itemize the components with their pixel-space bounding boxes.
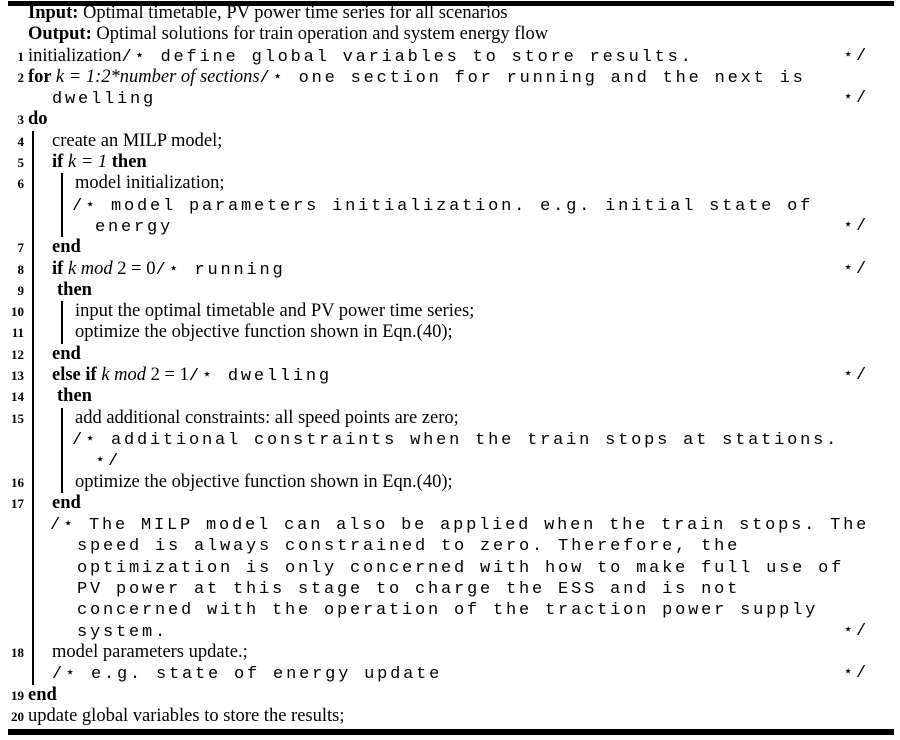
code-line-continuation bbox=[0, 578, 900, 599]
text-segment-cm: ⋆/ bbox=[95, 452, 122, 472]
code-line-continuation bbox=[0, 3, 900, 24]
block-indent-bar bbox=[32, 663, 34, 684]
line-number: 5 bbox=[17, 155, 24, 171]
block-indent-bar bbox=[32, 429, 34, 450]
text-segment-cm: optimization is only concerned with how to make full use of bbox=[77, 558, 845, 578]
block-indent-bar bbox=[32, 450, 34, 471]
text-segment-rm: optimize the objective function shown in Eqn.(40); bbox=[75, 471, 453, 492]
line-number: 16 bbox=[11, 474, 24, 490]
line-number: 14 bbox=[11, 389, 24, 405]
text-segment-kw: Output: bbox=[28, 24, 92, 45]
code-line-11 bbox=[0, 322, 900, 343]
line-content bbox=[57, 280, 92, 301]
line-number: 6 bbox=[17, 176, 24, 192]
block-indent-bar bbox=[61, 322, 63, 343]
text-segment-it: k mod bbox=[67, 258, 118, 279]
line-content bbox=[52, 259, 286, 281]
line-number: 10 bbox=[11, 304, 24, 320]
block-indent-bar bbox=[32, 344, 34, 365]
line-number: 7 bbox=[17, 240, 24, 256]
line-content bbox=[52, 642, 248, 663]
text-segment-kw: end bbox=[52, 343, 81, 364]
block-indent-bar bbox=[32, 472, 34, 493]
line-content bbox=[75, 408, 459, 429]
text-segment-kw: then bbox=[57, 386, 92, 407]
line-content bbox=[50, 514, 869, 536]
code-line-9 bbox=[0, 280, 900, 301]
text-segment-cm: /⋆ define global variables to store results. bbox=[121, 47, 694, 67]
code-line-3 bbox=[0, 109, 900, 130]
block-indent-bar bbox=[32, 642, 34, 663]
block-indent-bar bbox=[61, 429, 63, 450]
line-content bbox=[95, 450, 121, 472]
block-indent-bar bbox=[61, 216, 63, 237]
line-number: 20 bbox=[11, 708, 24, 724]
line-number: 12 bbox=[11, 346, 24, 362]
algorithm-body bbox=[0, 3, 900, 727]
line-content bbox=[72, 195, 813, 217]
block-indent-bar bbox=[32, 365, 34, 386]
line-number: 11 bbox=[11, 325, 24, 341]
code-line-8 bbox=[0, 259, 900, 280]
text-segment-rm: model initialization; bbox=[75, 173, 225, 194]
text-segment-kw: for bbox=[28, 66, 56, 87]
code-line-continuation bbox=[0, 599, 900, 620]
block-indent-bar bbox=[32, 173, 34, 194]
line-content bbox=[28, 706, 344, 727]
comment-close-tail: ⋆/ bbox=[842, 89, 869, 109]
text-segment-cm: /⋆ running bbox=[155, 260, 286, 280]
comment-close-tail: ⋆/ bbox=[842, 366, 869, 386]
line-content bbox=[77, 578, 740, 600]
text-segment-it: k = 1 bbox=[67, 152, 108, 173]
text-segment-cm: /⋆ model parameters initialization. e.g. initial state of bbox=[72, 196, 814, 216]
comment-close-tail: ⋆/ bbox=[842, 664, 869, 684]
text-segment-rm: optimize the objective function shown in Eqn.(40); bbox=[75, 322, 453, 343]
text-segment-it: k mod bbox=[101, 365, 151, 386]
line-content bbox=[77, 557, 844, 579]
line-content bbox=[28, 685, 57, 706]
code-line-17 bbox=[0, 493, 900, 514]
block-indent-bar bbox=[32, 237, 34, 258]
text-segment-kw: end bbox=[52, 492, 81, 513]
line-number: 8 bbox=[17, 261, 24, 277]
line-number: 9 bbox=[17, 282, 24, 298]
block-indent-bar bbox=[32, 408, 34, 429]
line-number: 18 bbox=[11, 644, 24, 660]
bottom-rule bbox=[8, 729, 894, 735]
code-line-7 bbox=[0, 237, 900, 258]
text-segment-it: k = 1:2*number of sections bbox=[55, 66, 260, 87]
code-line-continuation bbox=[0, 216, 900, 237]
text-segment-rm: model parameters update.; bbox=[52, 641, 248, 662]
code-line-continuation bbox=[0, 557, 900, 578]
code-line-12 bbox=[0, 344, 900, 365]
line-content bbox=[77, 599, 818, 621]
text-segment-kw: then bbox=[57, 279, 92, 300]
line-number: 3 bbox=[17, 112, 24, 128]
code-line-14 bbox=[0, 386, 900, 407]
text-segment-cm: system. bbox=[77, 622, 169, 642]
line-content bbox=[72, 429, 839, 451]
line-content bbox=[52, 365, 332, 387]
text-segment-kw: end bbox=[28, 684, 57, 705]
block-indent-bar bbox=[61, 472, 63, 493]
code-line-continuation bbox=[0, 535, 900, 556]
text-segment-kw: if bbox=[52, 152, 68, 173]
line-number: 15 bbox=[11, 410, 24, 426]
line-content bbox=[28, 46, 694, 68]
block-indent-bar bbox=[32, 280, 34, 301]
line-content bbox=[75, 472, 453, 493]
block-indent-bar bbox=[32, 195, 34, 216]
block-indent-bar bbox=[61, 173, 63, 194]
code-line-18 bbox=[0, 642, 900, 663]
text-segment-kw: end bbox=[52, 237, 81, 258]
line-content bbox=[28, 24, 548, 45]
code-line-10 bbox=[0, 301, 900, 322]
code-line-continuation bbox=[0, 88, 900, 109]
text-segment-rm: create an MILP model; bbox=[52, 130, 223, 151]
block-indent-bar bbox=[32, 621, 34, 642]
block-indent-bar bbox=[32, 322, 34, 343]
line-content bbox=[57, 386, 92, 407]
text-segment-rm: 2 = 1 bbox=[150, 365, 189, 386]
code-line-1 bbox=[0, 46, 900, 67]
line-number: 13 bbox=[11, 368, 24, 384]
line-content bbox=[75, 301, 474, 322]
code-line-5 bbox=[0, 152, 900, 173]
text-segment-cm: energy bbox=[95, 217, 174, 237]
code-line-20 bbox=[0, 706, 900, 727]
text-segment-rm: Optimal timetable, PV power time series for all scenarios bbox=[78, 3, 508, 23]
line-number: 19 bbox=[11, 687, 24, 703]
code-line-continuation bbox=[0, 663, 900, 684]
block-indent-bar bbox=[32, 514, 34, 535]
text-segment-rm: update global variables to store the results; bbox=[28, 705, 345, 726]
text-segment-kw: do bbox=[28, 109, 48, 130]
block-indent-bar bbox=[61, 450, 63, 471]
block-indent-bar bbox=[32, 259, 34, 280]
line-content bbox=[77, 535, 740, 557]
line-content bbox=[52, 152, 147, 173]
line-content bbox=[28, 67, 806, 89]
line-number: 1 bbox=[17, 48, 24, 64]
text-segment-rm: input the optimal timetable and PV power time series; bbox=[75, 301, 475, 322]
text-segment-kw: then bbox=[107, 152, 147, 173]
line-content bbox=[28, 3, 508, 24]
block-indent-bar bbox=[32, 557, 34, 578]
text-segment-kw: if bbox=[52, 258, 68, 279]
text-segment-cm: speed is always constrained to zero. Therefore, the bbox=[77, 537, 741, 557]
text-segment-rm: add additional constraints: all speed points are zero; bbox=[75, 407, 459, 428]
block-indent-bar bbox=[32, 216, 34, 237]
code-line-continuation bbox=[0, 24, 900, 45]
text-segment-cm: /⋆ dwelling bbox=[188, 367, 332, 387]
block-indent-bar bbox=[32, 578, 34, 599]
code-line-continuation bbox=[0, 429, 900, 450]
block-indent-bar bbox=[32, 152, 34, 173]
comment-close-tail: ⋆/ bbox=[842, 259, 869, 279]
text-segment-cm: dwelling bbox=[52, 90, 157, 110]
line-content bbox=[75, 322, 453, 343]
code-line-4 bbox=[0, 131, 900, 152]
block-indent-bar bbox=[32, 301, 34, 322]
code-line-13 bbox=[0, 365, 900, 386]
text-segment-kw: else if bbox=[52, 365, 102, 386]
line-content bbox=[52, 131, 222, 152]
block-indent-bar bbox=[61, 301, 63, 322]
code-line-6 bbox=[0, 173, 900, 194]
code-line-16 bbox=[0, 472, 900, 493]
line-content bbox=[52, 344, 81, 365]
line-content bbox=[52, 237, 81, 258]
text-segment-rm: 2 = 0 bbox=[117, 258, 156, 279]
text-segment-cm: PV power at this stage to charge the ESS and is not bbox=[77, 580, 741, 600]
line-content bbox=[75, 173, 225, 194]
line-content bbox=[52, 493, 81, 514]
text-segment-rm: Optimal solutions for train operation and system energy flow bbox=[91, 24, 549, 45]
text-segment-kw: Input: bbox=[28, 3, 79, 23]
line-number: 17 bbox=[11, 495, 24, 511]
text-segment-cm: /⋆ additional constraints when the train stops at stations. bbox=[72, 430, 840, 450]
line-content bbox=[52, 88, 156, 110]
comment-close-tail: ⋆/ bbox=[842, 216, 869, 236]
block-indent-bar bbox=[32, 535, 34, 556]
code-line-continuation bbox=[0, 514, 900, 535]
text-segment-rm: initialization bbox=[28, 45, 122, 66]
block-indent-bar bbox=[32, 131, 34, 152]
text-segment-cm: /⋆ The MILP model can also be applied when the train stops. The bbox=[50, 516, 870, 536]
block-indent-bar bbox=[32, 493, 34, 514]
block-indent-bar bbox=[32, 386, 34, 407]
text-segment-cm: /⋆ one section for running and the next is bbox=[259, 68, 806, 88]
line-content bbox=[77, 621, 168, 643]
line-number: 2 bbox=[17, 69, 24, 85]
line-content bbox=[52, 663, 442, 685]
code-line-continuation bbox=[0, 195, 900, 216]
block-indent-bar bbox=[32, 599, 34, 620]
comment-close-tail: ⋆/ bbox=[842, 621, 869, 641]
code-line-continuation bbox=[0, 450, 900, 471]
line-content bbox=[28, 109, 48, 130]
code-line-15 bbox=[0, 408, 900, 429]
text-segment-cm: concerned with the operation of the traction power supply bbox=[77, 601, 819, 621]
code-line-2 bbox=[0, 67, 900, 88]
comment-close-tail: ⋆/ bbox=[842, 46, 869, 66]
block-indent-bar bbox=[61, 408, 63, 429]
line-number: 4 bbox=[17, 133, 24, 149]
code-line-continuation bbox=[0, 621, 900, 642]
block-indent-bar bbox=[61, 195, 63, 216]
code-line-19 bbox=[0, 685, 900, 706]
text-segment-cm: /⋆ e.g. state of energy update bbox=[52, 665, 443, 685]
line-content bbox=[95, 216, 173, 238]
